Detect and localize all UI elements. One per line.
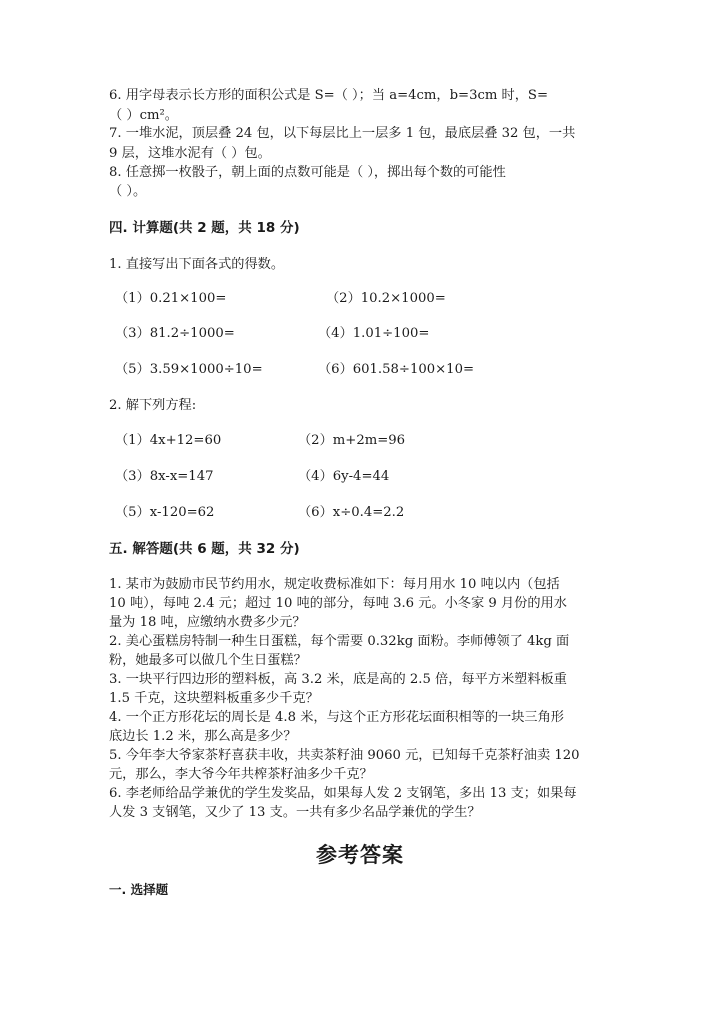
word-problem-line: 4. 一个正方形花坛的周长是 4.8 米，与这个正方形花坛面积相等的一块三角形	[109, 710, 564, 725]
question-6-line-1: 6. 用字母表示长方形的面积公式是 S=（ ）；当 a=4cm，b=3cm 时，S=	[109, 88, 549, 103]
question-7-line-1: 7. 一堆水泥，顶层叠 24 包，以下每层比上一层多 1 包，最底层叠 32 包，一共	[109, 126, 576, 141]
equation-item: （6）x÷0.4=2.2	[298, 505, 405, 520]
word-problem-line: 1.5 千克，这块塑料板重多少千克？	[109, 691, 319, 706]
equation-item: （4）6y-4=44	[298, 469, 390, 484]
section-4-heading: 四. 计算题(共 2 题，共 18 分)	[109, 220, 300, 236]
equation-item: （1）4x+12=60	[115, 433, 222, 448]
word-problem-line: 6. 李老师给品学兼优的学生发奖品，如果每人发 2 支钢笔，多出 13 支；如果每	[109, 786, 577, 801]
word-problem-line: 粉，她最多可以做几个生日蛋糕？	[109, 653, 307, 668]
calc-item: （3）81.2÷1000=	[115, 326, 235, 341]
word-problem-line: 10 吨），每吨 2.4 元；超过 10 吨的部分，每吨 3.6 元。小冬家 9 月份的用水	[109, 596, 567, 611]
calc-item: （4）1.01÷100=	[318, 326, 430, 341]
word-problem-line: 元，那么，李大爷今年共榨茶籽油多少千克？	[109, 767, 373, 782]
calc-q2-title: 2. 解下列方程:	[109, 398, 197, 413]
word-problem-line: 1. 某市为鼓励市民节约用水，规定收费标准如下：每月用水 10 吨以内（包括	[109, 577, 560, 592]
equation-item: （2）m+2m=96	[298, 433, 406, 448]
equation-item: （3）8x-x=147	[115, 469, 214, 484]
section-5-heading: 五. 解答题(共 6 题，共 32 分)	[109, 541, 300, 557]
word-problem-line: 人发 3 支钢笔，又少了 13 支。一共有多少名品学兼优的学生？	[109, 805, 481, 820]
word-problem-line: 量为 18 吨，应缴纳水费多少元？	[109, 615, 306, 630]
calc-item: （6）601.58÷100×10=	[318, 362, 475, 377]
word-problem-line: 3. 一块平行四边形的塑料板，高 3.2 米，底是高的 2.5 倍，每平方米塑料板重	[109, 672, 567, 687]
question-8-line-2: （ ）。	[109, 184, 147, 199]
question-8-line-1: 8. 任意掷一枚骰子，朝上面的点数可能是（ ），掷出每个数的可能性	[109, 165, 506, 180]
question-7-line-2: 9 层，这堆水泥有（ ）包。	[109, 146, 271, 161]
word-problem-line: 2. 美心蛋糕房特制一种生日蛋糕，每个需要 0.32kg 面粉。李师傅领了 4kg 面	[109, 634, 570, 649]
calc-q1-title: 1. 直接写出下面各式的得数。	[109, 257, 285, 272]
answers-section-1-heading: 一. 选择题	[109, 882, 169, 897]
question-6-line-2: （ ）cm²。	[109, 108, 178, 123]
word-problem-line: 底边长 1.2 米，那么高是多少？	[109, 729, 297, 744]
equation-item: （5）x-120=62	[115, 505, 215, 520]
calc-item: （1）0.21×100=	[115, 291, 227, 306]
calc-item: （5）3.59×1000÷10=	[115, 362, 263, 377]
answers-title: 参考答案	[316, 843, 404, 867]
word-problem-line: 5. 今年李大爷家茶籽喜获丰收，共卖茶籽油 9060 元，已知每千克茶籽油卖 120	[109, 748, 580, 763]
calc-item: （2）10.2×1000=	[326, 291, 446, 306]
